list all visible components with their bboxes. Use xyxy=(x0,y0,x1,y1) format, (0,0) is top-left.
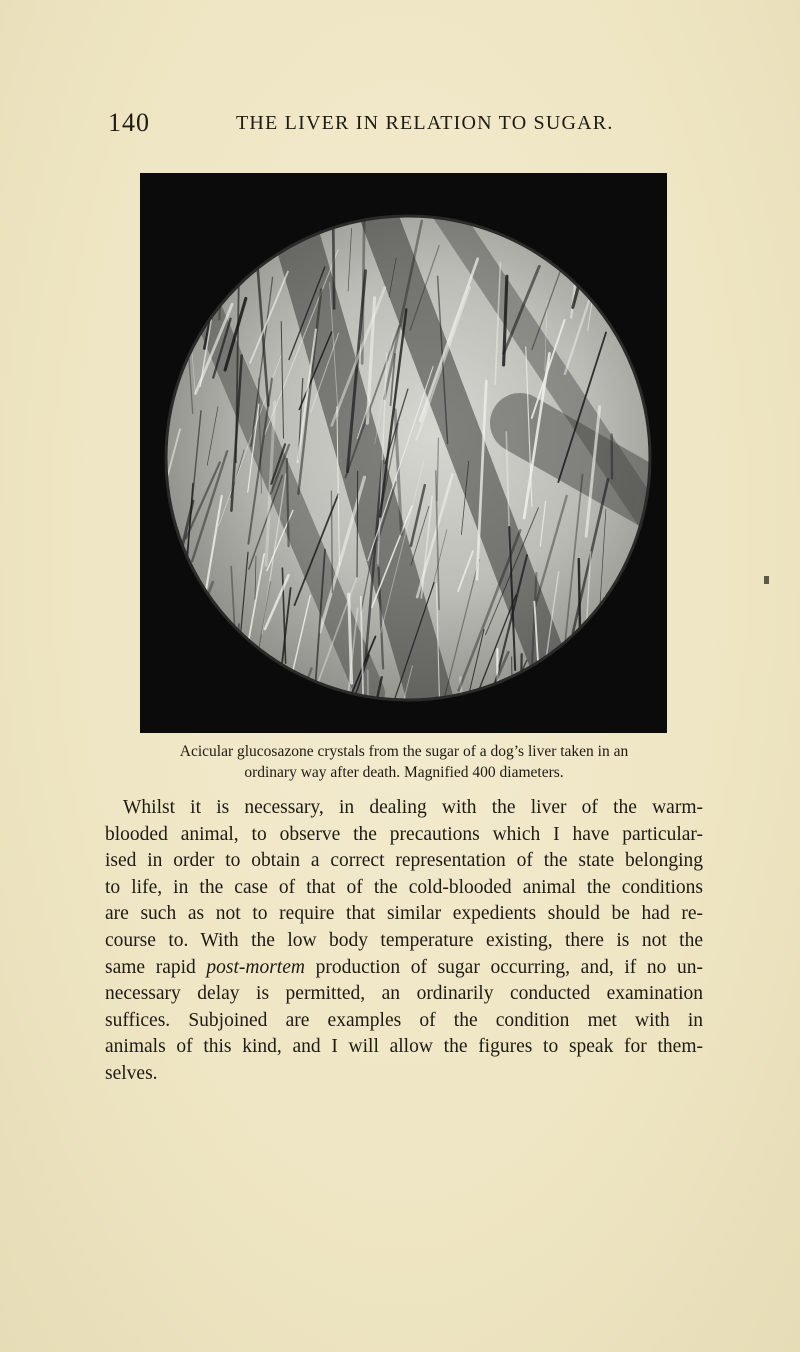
italic-term: post-mortem xyxy=(206,956,305,978)
paragraph-line: course to. With the low body temperature existing, there is not the xyxy=(105,929,703,951)
paragraph-line: necessary delay is permitted, an ordinarily conducted examination xyxy=(105,983,703,1005)
paragraph-line: animals of this kind, and I will allow the figures to speak for them- xyxy=(105,1036,703,1058)
body-paragraph xyxy=(105,795,703,1088)
paragraph-line: selves. xyxy=(105,1062,158,1084)
paragraph-line: to life, in the case of that of the cold-blooded animal the conditions xyxy=(105,876,703,898)
line-text: production of sugar occurring, and, if no un- xyxy=(304,956,703,978)
paragraph-line: Whilst it is necessary, in dealing with the liver of the warm- xyxy=(123,797,703,818)
paragraph-line: blooded animal, to observe the precautions which I have particular- xyxy=(105,823,703,845)
microscope-photograph xyxy=(140,173,667,733)
caption-line: Acicular glucosazone crystals from the sugar of a dog’s liver taken in an xyxy=(179,743,629,760)
figure-caption xyxy=(130,741,678,783)
caption-line: ordinary way after death. Magnified 400 diameters. xyxy=(244,764,564,781)
paragraph-line: suffices. Subjoined are examples of the condition met with in xyxy=(105,1009,703,1031)
crystal-needle xyxy=(333,222,334,309)
paragraph-line: ised in order to obtain a correct representation of the state belonging xyxy=(105,850,703,872)
margin-mark xyxy=(764,576,769,584)
crystals-micrograph-image xyxy=(140,173,667,733)
page-number: 140 xyxy=(108,108,150,137)
running-title: THE LIVER IN RELATION TO SUGAR. xyxy=(236,112,614,134)
line-text: same rapid xyxy=(105,956,207,978)
paragraph-line: are such as not to require that similar expedients should be had re- xyxy=(105,903,703,925)
paragraph-line-with-italic xyxy=(105,955,703,982)
